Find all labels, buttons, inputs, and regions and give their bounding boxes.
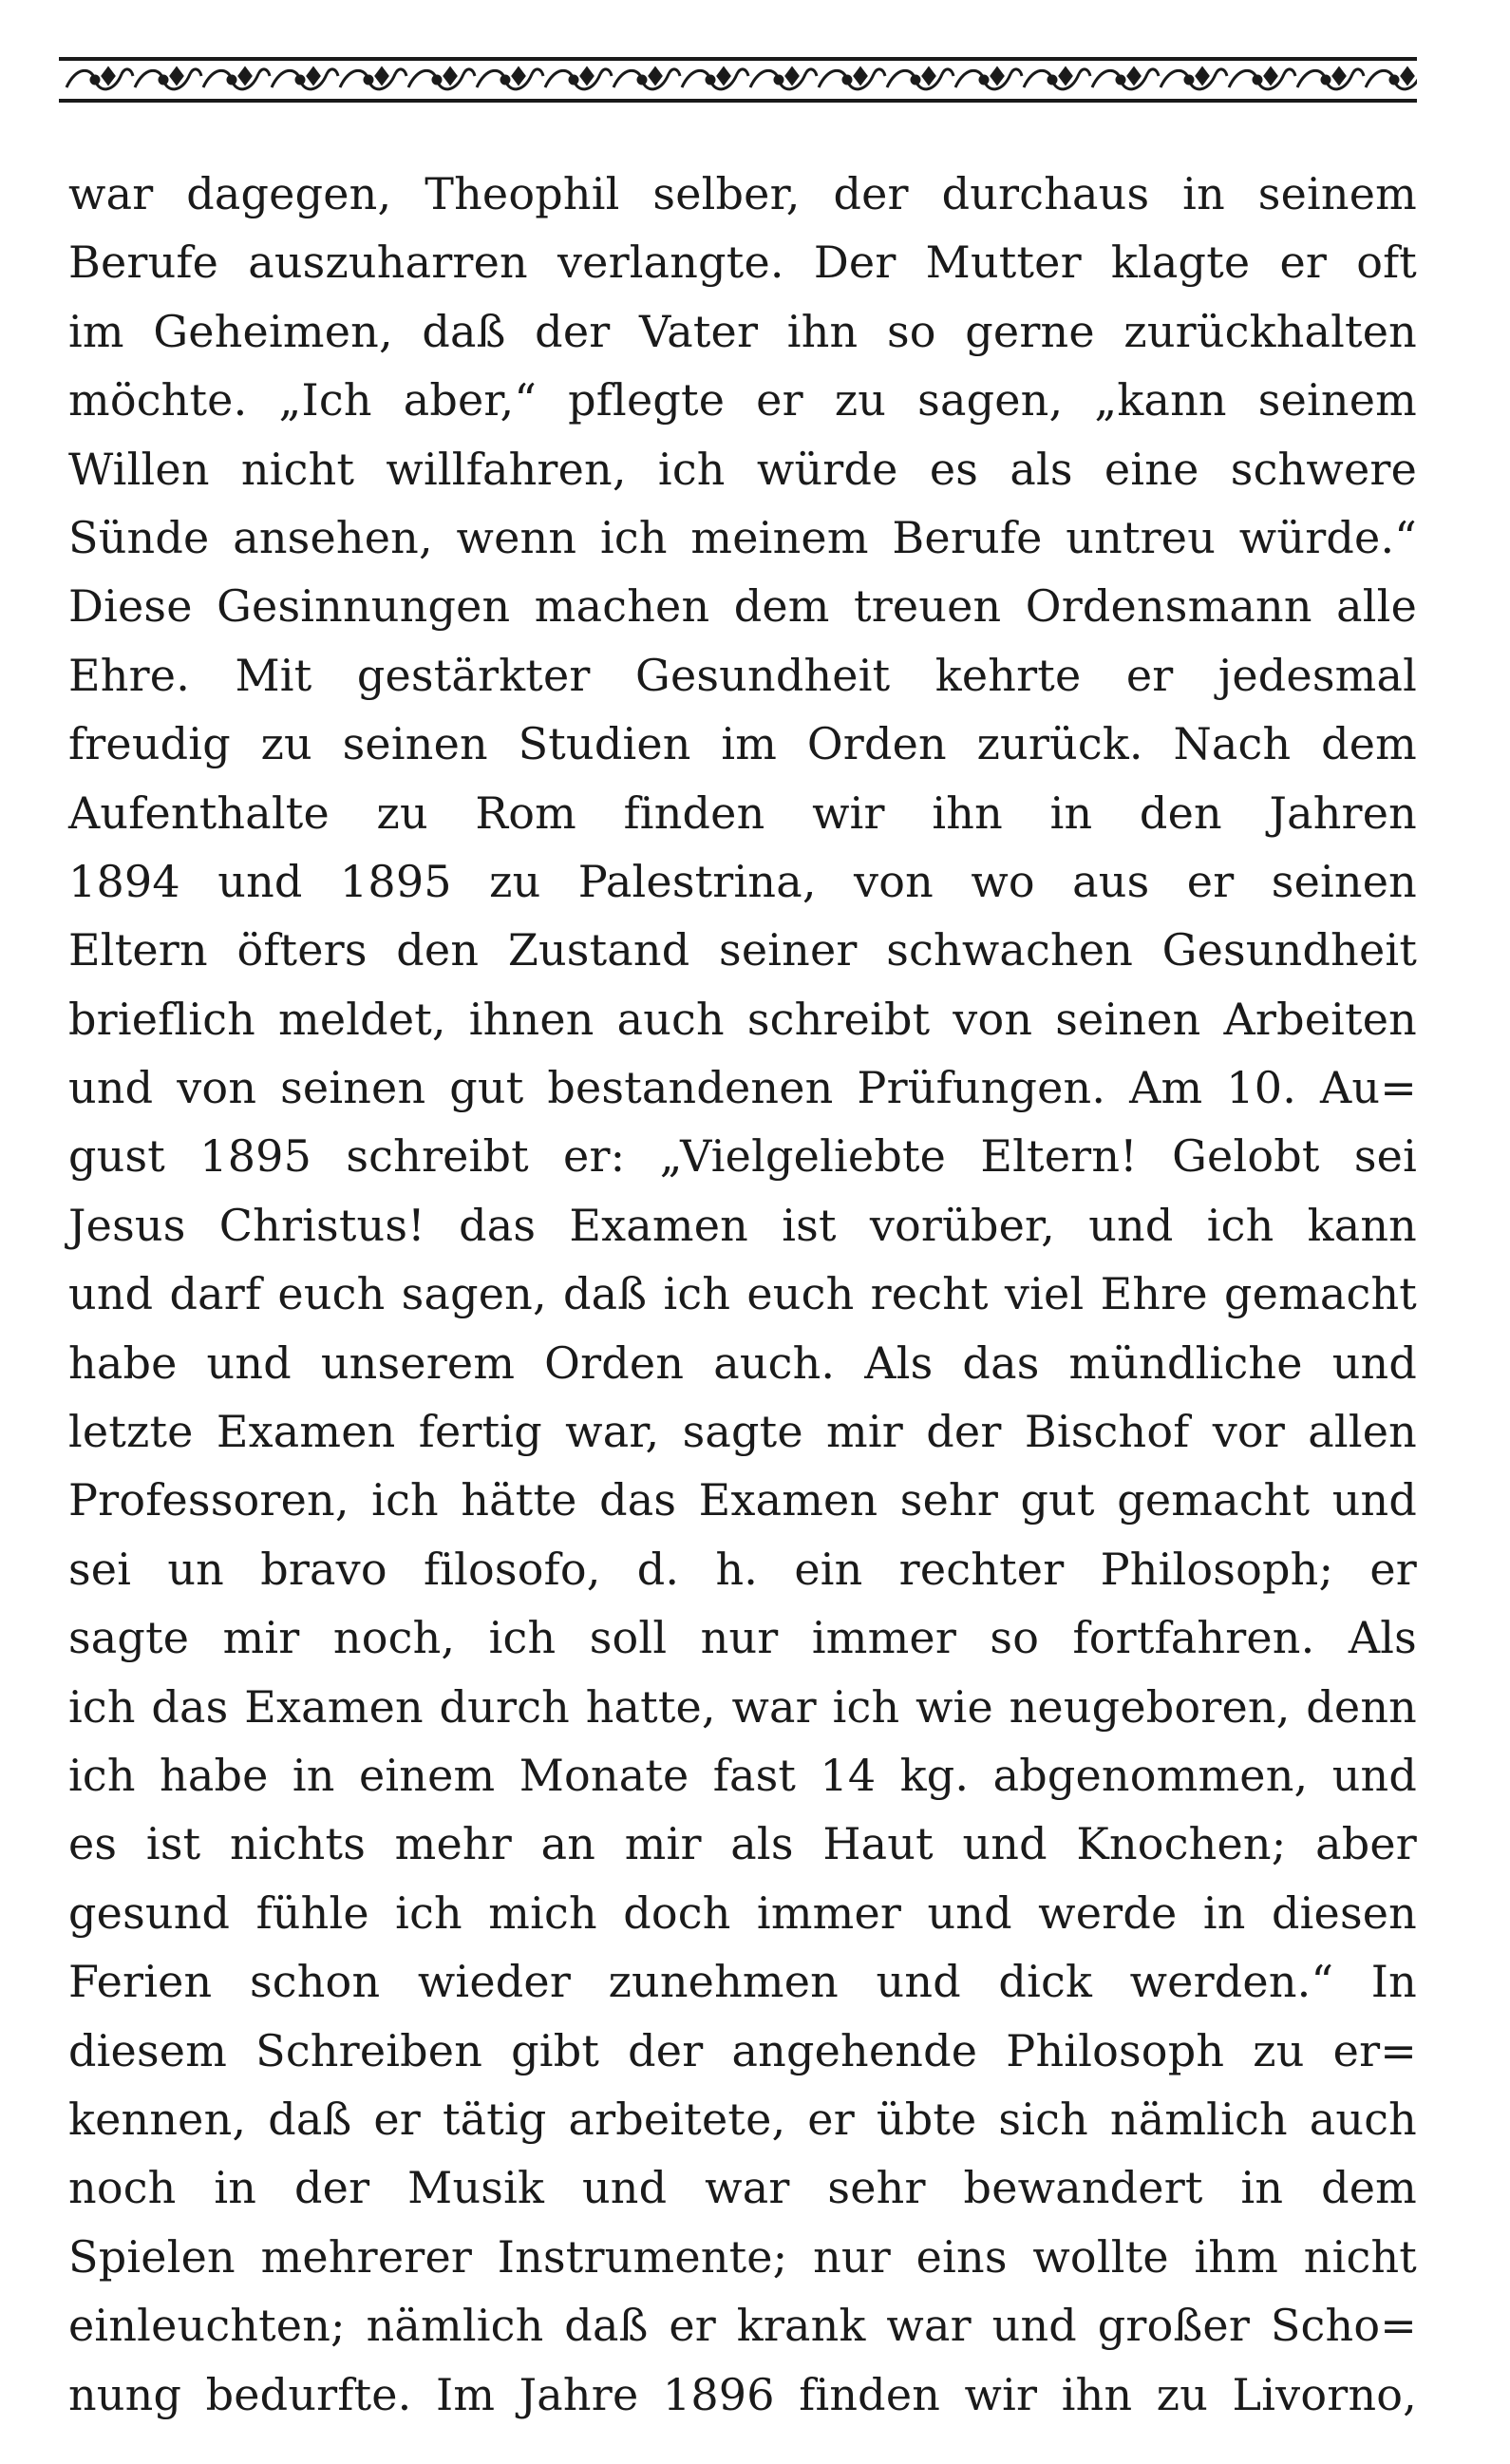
text-line: Professoren, ich hätte das Examen sehr gut gemacht und — [68, 1474, 1417, 1526]
text-line: freudig zu seinen Studien im Orden zurück. Nach dem — [68, 718, 1417, 770]
decorative-border-icon — [59, 55, 1417, 104]
text-line: noch in der Musik und war sehr bewandert in dem — [68, 2162, 1417, 2214]
text-line: Willen nicht willfahren, ich würde es als eine schwere — [68, 443, 1417, 495]
text-line: möchte. „Ich aber,“ pflegte er zu sagen, „kann seinem — [68, 374, 1417, 426]
text-line: Jesus Christus! das Examen ist vorüber, und ich kann — [68, 1199, 1417, 1251]
text-line: gust 1895 schreibt er: „Vielgeliebte Eltern! Gelobt sei — [68, 1130, 1417, 1183]
text-line: gesund fühle ich mich doch immer und werde in diesen — [68, 1886, 1417, 1939]
text-line: es ist nichts mehr an mir als Haut und Knochen; aber — [68, 1818, 1417, 1870]
text-line: und von seinen gut bestandenen Prüfungen. Am 10. Au= — [68, 1062, 1417, 1114]
text-line: Spielen mehrerer Instrumente; nur eins wollte ihm nicht — [68, 2230, 1417, 2283]
text-line: ich habe in einem Monate fast 14 kg. abgenommen, und — [68, 1749, 1417, 1801]
text-line: einleuchten; nämlich daß er krank war und großer Scho= — [68, 2300, 1417, 2352]
text-line: Ferien schon wieder zunehmen und dick werden.“ In — [68, 1956, 1417, 2008]
text-line: habe und unserem Orden auch. Als das mündliche und — [68, 1336, 1417, 1389]
text-line: 1894 und 1895 zu Palestrina, von wo aus er seinen — [68, 855, 1417, 907]
text-line: im Geheimen, daß der Vater ihn so gerne zurückhalten — [68, 305, 1417, 357]
text-line: sei un bravo filosofo, d. h. ein rechter Philosoph; er — [68, 1543, 1417, 1595]
text-line: sagte mir noch, ich soll nur immer so fortfahren. Als — [68, 1612, 1417, 1664]
text-line: Diese Gesinnungen machen dem treuen Ordensmann alle — [68, 580, 1417, 633]
text-line: Berufe auszuharren verlangte. Der Mutter klagte er oft — [68, 237, 1417, 289]
text-line: Eltern öfters den Zustand seiner schwachen Gesundheit — [68, 924, 1417, 976]
text-line: Sünde ansehen, wenn ich meinem Berufe untreu würde.“ — [68, 511, 1417, 563]
text-line: nung bedurfte. Im Jahre 1896 finden wir ihn zu Livorno, — [68, 2368, 1417, 2420]
text-line: Aufenthalte zu Rom finden wir ihn in den Jahren — [68, 787, 1417, 839]
text-line: letzte Examen fertig war, sagte mir der Bischof vor allen — [68, 1406, 1417, 1458]
text-line: brieflich meldet, ihnen auch schreibt von seinen Arbeiten — [68, 993, 1417, 1045]
text-line: Ehre. Mit gestärkter Gesundheit kehrte er jedesmal — [68, 649, 1417, 701]
body-text — [68, 160, 1417, 2429]
text-line: kennen, daß er tätig arbeitete, er übte sich nämlich auch — [68, 2093, 1417, 2145]
text-line: war dagegen, Theophil selber, der durchaus in seinem — [68, 168, 1417, 219]
text-line: diesem Schreiben gibt der angehende Philosoph zu er= — [68, 2024, 1417, 2076]
text-line: und darf euch sagen, daß ich euch recht viel Ehre gemacht — [68, 1268, 1417, 1320]
text-line: ich das Examen durch hatte, war ich wie neugeboren, denn — [68, 1680, 1417, 1733]
